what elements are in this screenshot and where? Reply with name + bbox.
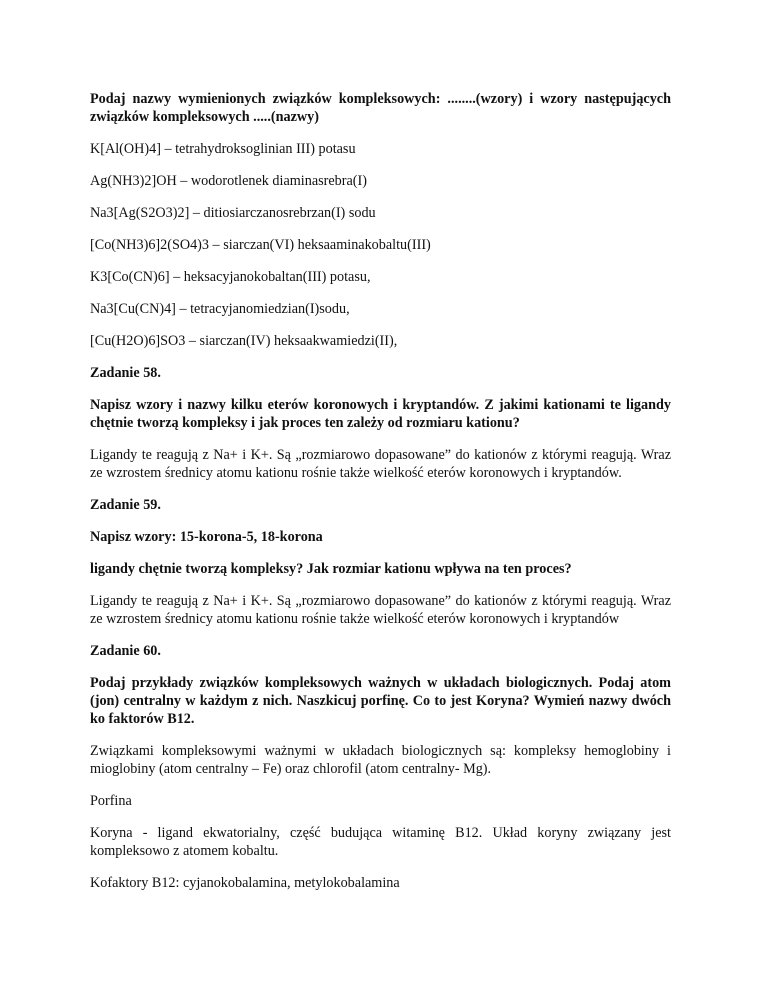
task58-heading: Zadanie 58. bbox=[90, 365, 161, 381]
compound-line: [Cu(H2O)6]SO3 – siarczan(IV) heksaakwamiedzi(II), bbox=[90, 333, 398, 349]
task59-question-2: ligandy chętnie tworzą kompleksy? Jak rozmiar kationu wpływa na ten proces? bbox=[90, 561, 572, 577]
task60-answer-3: Koryna - ligand ekwatorialny, część budująca witaminę B12. Układ koryny związany jest kompleksowo z atomem kobaltu. bbox=[90, 825, 671, 859]
task60-answer-1: Związkami kompleksowymi ważnymi w układach biologicznych są: kompleksy hemoglobiny i mioglobiny (atom centralny – Fe) oraz chlorofil (atom centralny- Mg). bbox=[90, 743, 671, 777]
task60-question: Podaj przykłady związków kompleksowych ważnych w układach biologicznych. Podaj atom (jon) centralny w każdym z nich. Naszkicuj porfinę. Co to jest Koryna? Wymień nazwy dwóch ko faktorów B12. bbox=[90, 675, 671, 727]
compound-line: K[Al(OH)4] – tetrahydroksoglinian III) potasu bbox=[90, 141, 356, 157]
task59-heading: Zadanie 59. bbox=[90, 497, 161, 513]
task60-heading: Zadanie 60. bbox=[90, 643, 161, 659]
document-page bbox=[90, 90, 671, 906]
task59-answer: Ligandy te reagują z Na+ i K+. Są „rozmiarowo dopasowane” do kationów z którymi reagują. Wraz ze wzrostem średnicy atomu kationu rośnie także wielkość eterów koronowych i kryptandów bbox=[90, 593, 671, 627]
compound-line: Na3[Ag(S2O3)2] – ditiosiarczanosrebrzan(I) sodu bbox=[90, 205, 376, 221]
compound-line: [Co(NH3)6]2(SO4)3 – siarczan(VI) heksaaminakobaltu(III) bbox=[90, 237, 431, 253]
intro-question: Podaj nazwy wymienionych związków kompleksowych: ........(wzory) i wzory następujących związków kompleksowych .....(nazwy) bbox=[90, 91, 671, 125]
task59-question-1: Napisz wzory: 15-korona-5, 18-korona bbox=[90, 529, 323, 545]
task60-answer-4: Kofaktory B12: cyjanokobalamina, metylokobalamina bbox=[90, 875, 400, 891]
compound-line: Ag(NH3)2]OH – wodorotlenek diaminasrebra(I) bbox=[90, 173, 367, 189]
task58-question: Napisz wzory i nazwy kilku eterów koronowych i kryptandów. Z jakimi kationami te ligandy chętnie tworzą kompleksy i jak proces ten zależy od rozmiaru kationu? bbox=[90, 397, 671, 431]
compound-line: K3[Co(CN)6] – heksacyjanokobaltan(III) potasu, bbox=[90, 269, 371, 285]
task58-answer: Ligandy te reagują z Na+ i K+. Są „rozmiarowo dopasowane” do kationów z którymi reagują. Wraz ze wzrostem średnicy atomu kationu rośnie także wielkość eterów koronowych i kryptandów. bbox=[90, 447, 671, 481]
compound-line: Na3[Cu(CN)4] – tetracyjanomiedzian(I)sodu, bbox=[90, 301, 350, 317]
task60-answer-2: Porfina bbox=[90, 793, 132, 809]
